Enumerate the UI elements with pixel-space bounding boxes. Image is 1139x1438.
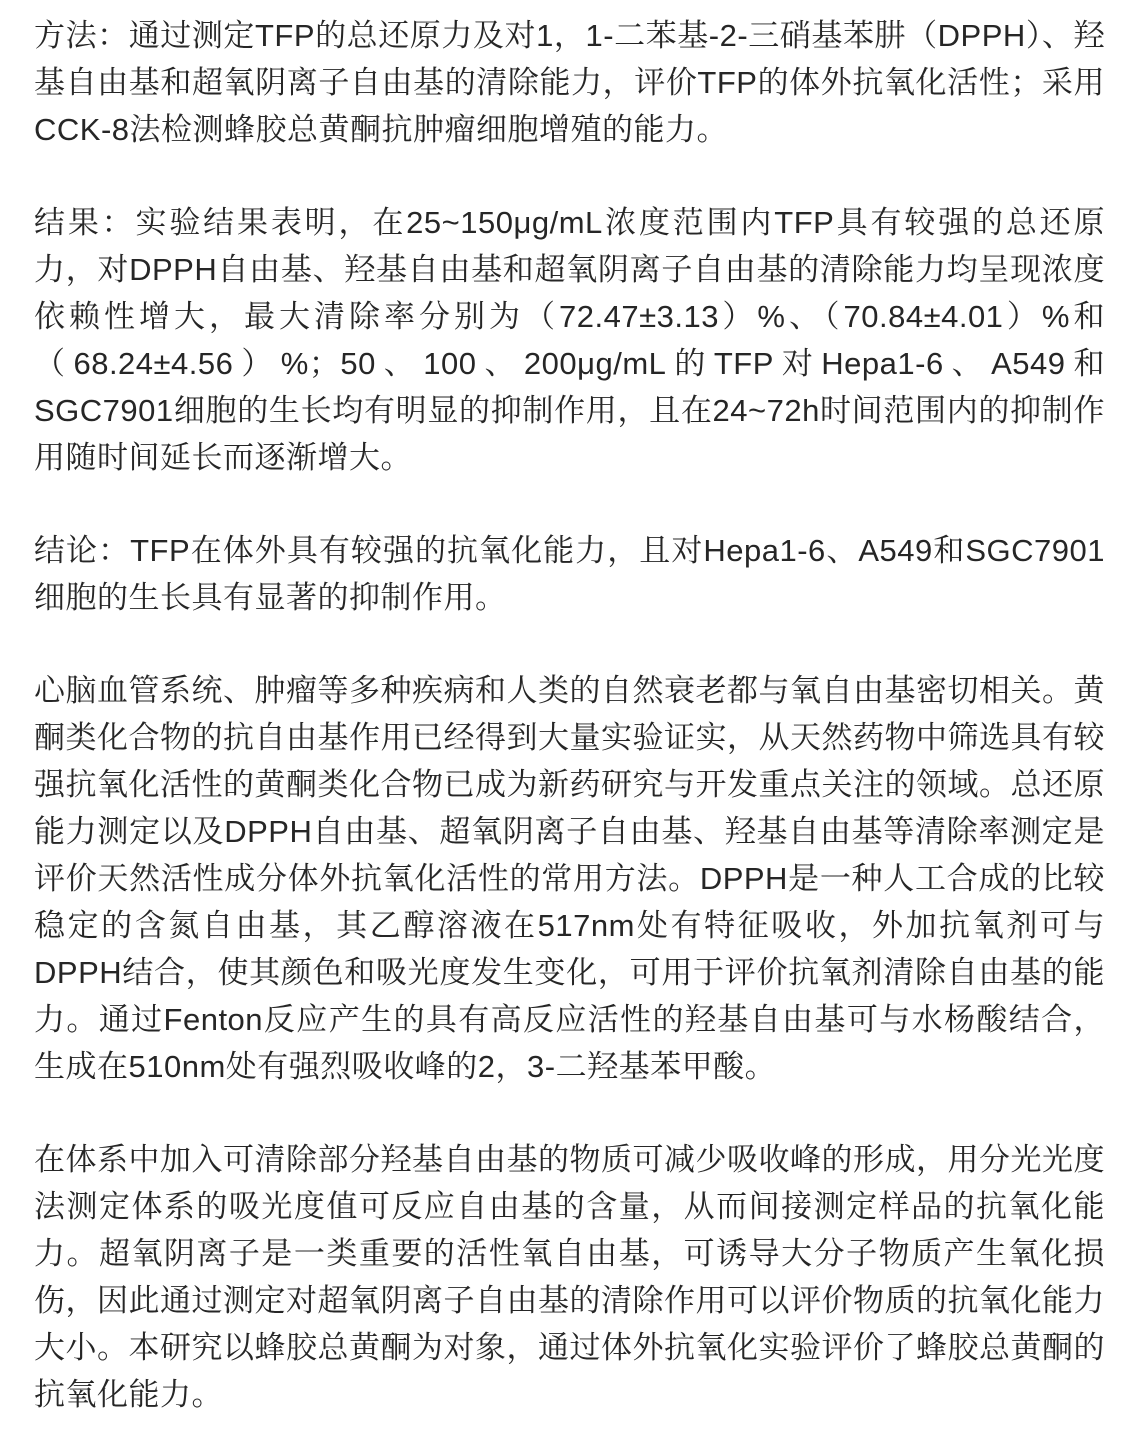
paragraph-background-2: 在体系中加入可清除部分羟基自由基的物质可减少吸收峰的形成，用分光光度法测定体系的吸光度值可反应自由基的含量，从而间接测定样品的抗氧化能力。超氧阴离子是一类重要的活性氧自由基，可诱导大分子物质产生氧化损伤，因此通过测定对超氧阴离子自由基的清除作用可以评价物质的抗氧化能力大小。本研究以蜂胶总黄酮为对象，通过体外抗氧化实验评价了蜂胶总黄酮的抗氧化能力。: [34, 1142, 1105, 1412]
paragraph-methods: 方法：通过测定TFP的总还原力及对1，1-二苯基-2-三硝基苯肼（DPPH）、羟基自由基和超氧阴离子自由基的清除能力，评价TFP的体外抗氧化活性；采用CCK-8法检测蜂胶总黄酮抗肿瘤细胞增殖的能力。: [34, 18, 1105, 147]
paragraph-background-1: 心脑血管系统、肿瘤等多种疾病和人类的自然衰老都与氧自由基密切相关。黄酮类化合物的抗自由基作用已经得到大量实验证实，从天然药物中筛选具有较强抗氧化活性的黄酮类化合物已成为新药研究与开发重点关注的领域。总还原能力测定以及DPPH自由基、超氧阴离子自由基、羟基自由基等清除率测定是评价天然活性成分体外抗氧化活性的常用方法。DPPH是一种人工合成的比较稳定的含氮自由基，其乙醇溶液在517nm处有特征吸收，外加抗氧剂可与DPPH结合，使其颜色和吸光度发生变化，可用于评价抗氧剂清除自由基的能力。通过Fenton反应产生的具有高反应活性的羟基自由基可与水杨酸结合，生成在510nm处有强烈吸收峰的2，3-二羟基苯甲酸。: [34, 673, 1105, 1084]
paragraph-results: 结果：实验结果表明，在25~150μg/mL浓度范围内TFP具有较强的总还原力，对DPPH自由基、羟基自由基和超氧阴离子自由基的清除能力均呈现浓度依赖性增大，最大清除率分别为（72.47±3.13）%、（70.84±4.01）%和（68.24±4.56）%；50、100、200μg/mL的TFP对Hepa1-6、A549和SGC7901细胞的生长均有明显的抑制作用，且在24~72h时间范围内的抑制作用随时间延长而逐渐增大。: [34, 205, 1105, 475]
paragraph-conclusion: 结论：TFP在体外具有较强的抗氧化能力，且对Hepa1-6、A549和SGC7901细胞的生长具有显著的抑制作用。: [34, 533, 1105, 615]
